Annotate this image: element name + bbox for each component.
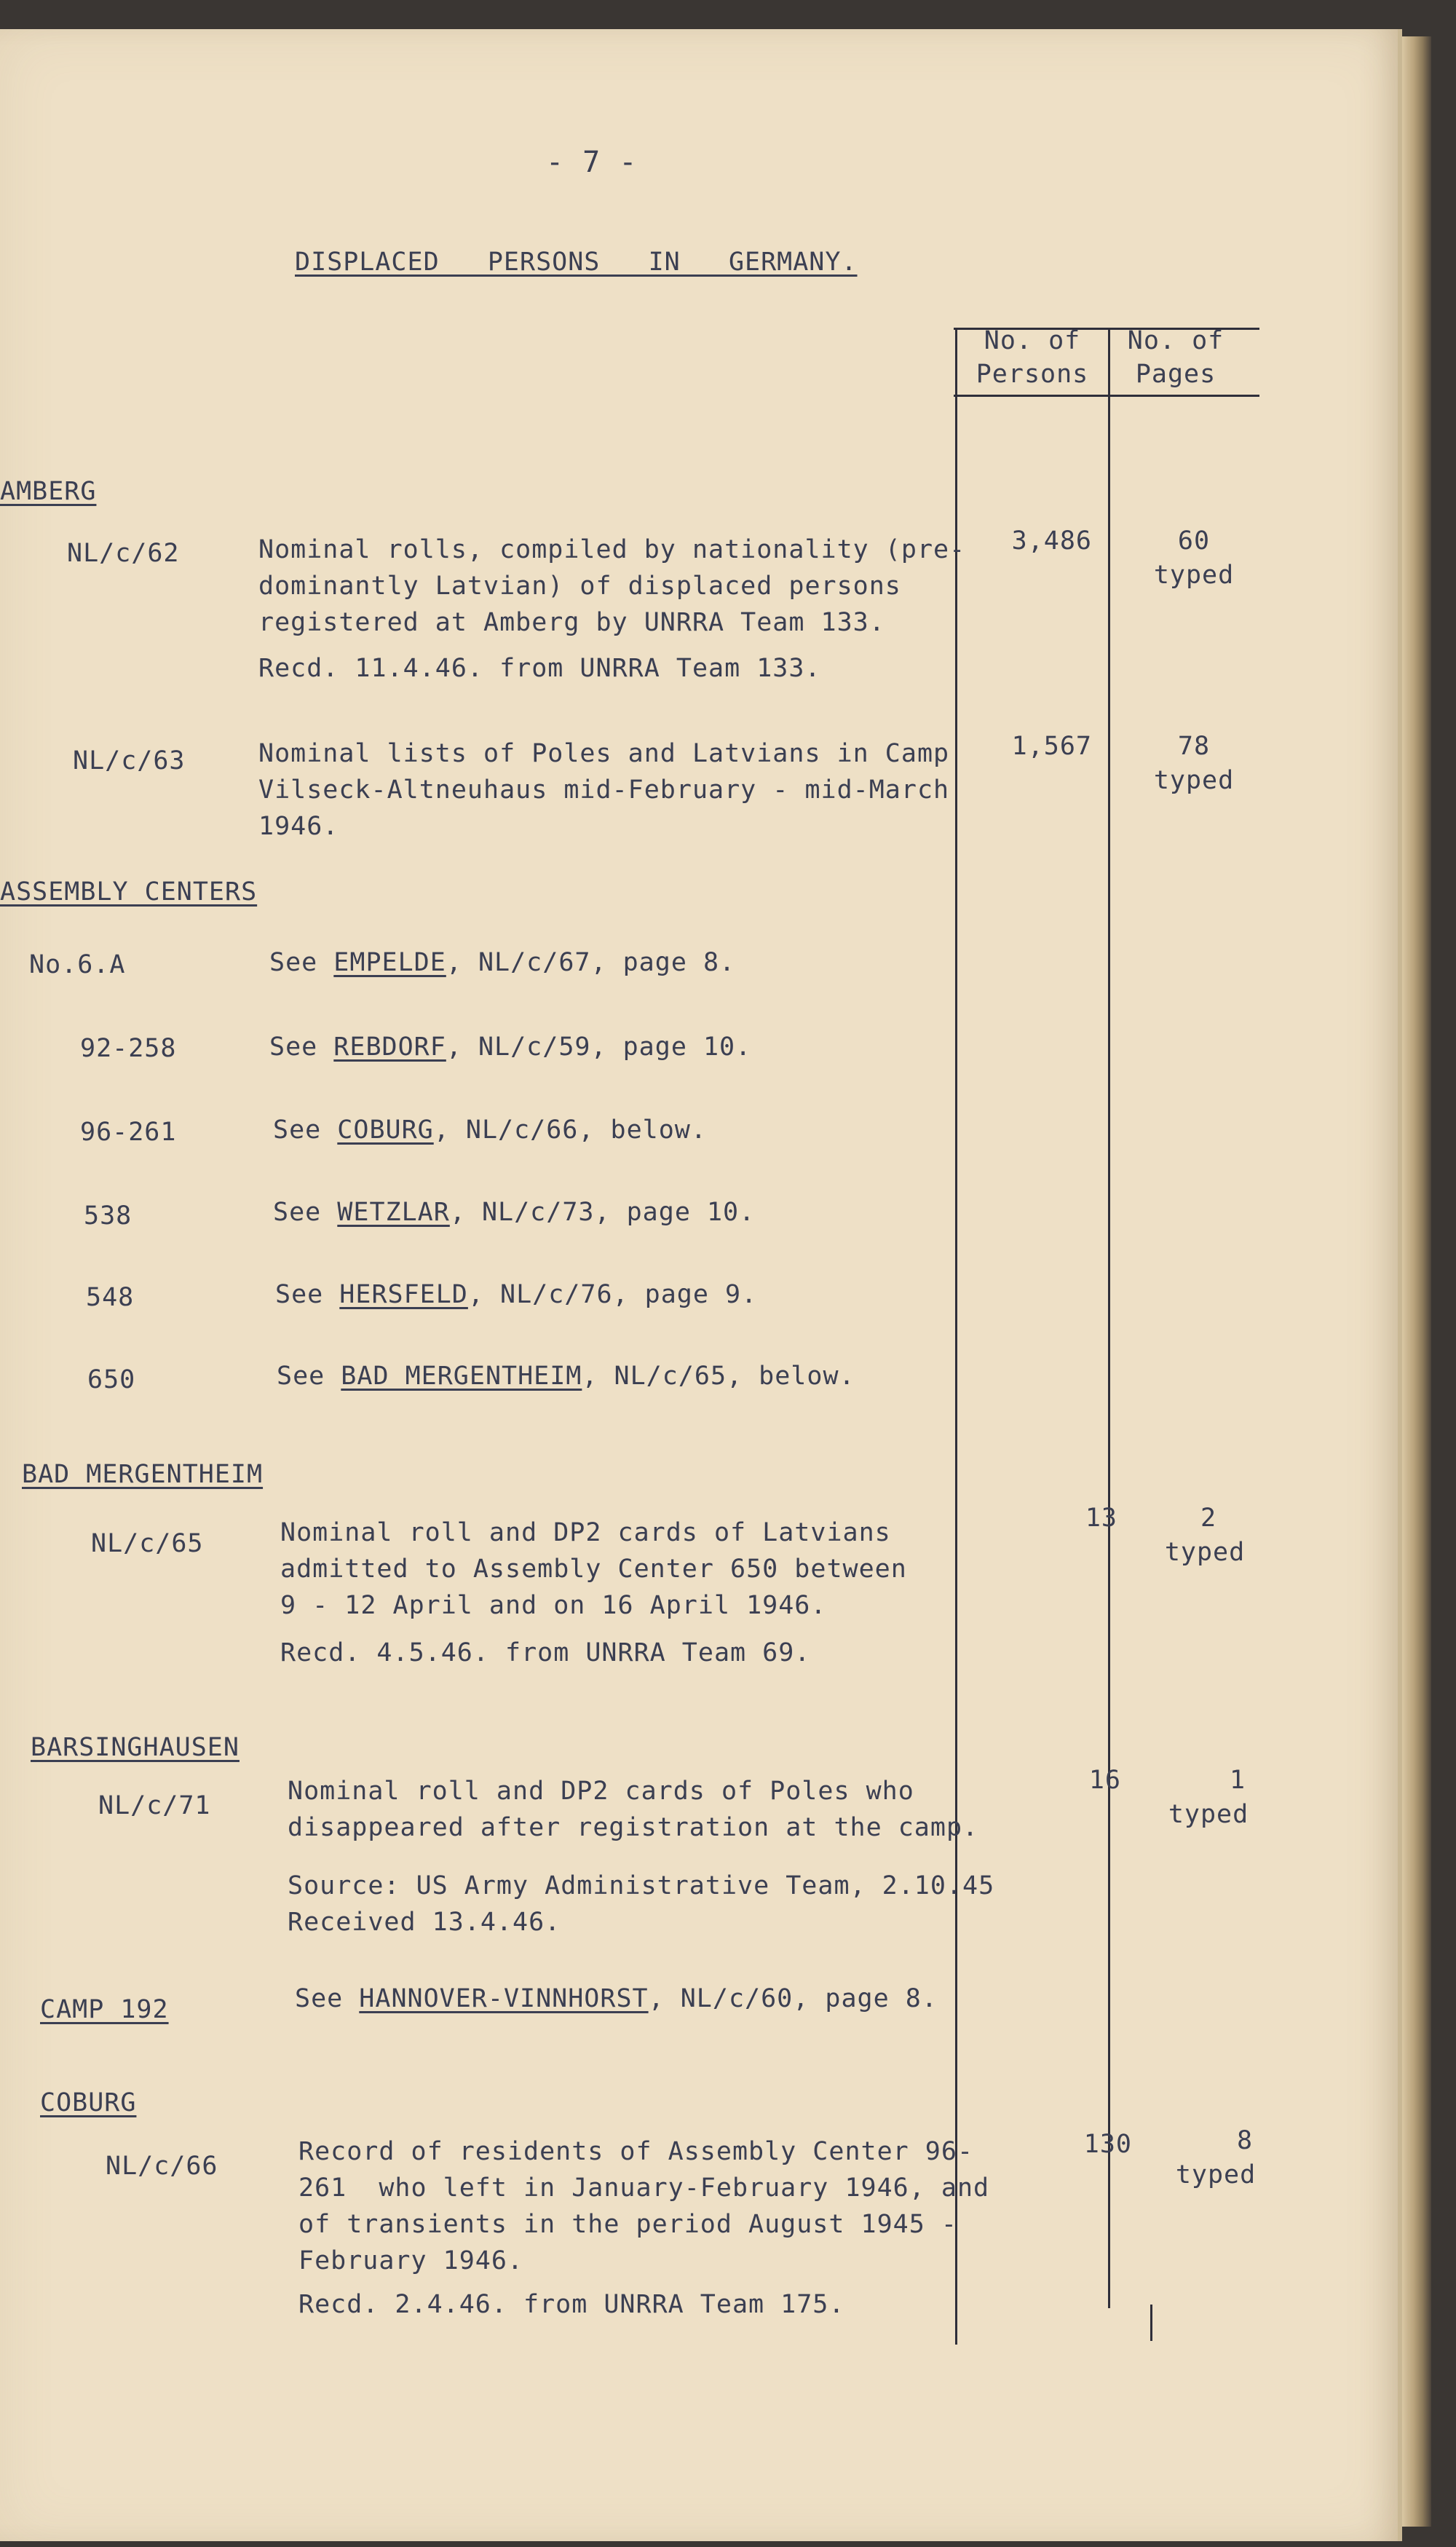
- pages-count: 1: [1229, 1766, 1246, 1795]
- center-ref: 538: [84, 1201, 132, 1231]
- persons-column-header: No. of Persons: [976, 326, 1089, 389]
- place-name: WETZLAR: [337, 1198, 450, 1227]
- center-ref: No.6.A: [29, 950, 126, 979]
- entry-source-note: Source: US Army Administrative Team, 2.10.45 Received 13.4.46.: [288, 1871, 995, 1937]
- entry-ref: NL/c/66: [106, 2152, 218, 2181]
- persons-count: 3,486: [1011, 526, 1092, 556]
- entry-description: Nominal roll and DP2 cards of Latvians admitted to Assembly Center 650 between 9 - 12 April and on 16 April 1946.: [280, 1518, 907, 1620]
- document-page: [0, 29, 1402, 2541]
- place-name: EMPELDE: [333, 948, 446, 977]
- section-heading-coburg: COBURG: [40, 2088, 137, 2117]
- entry-ref: NL/c/63: [73, 746, 186, 775]
- entry-ref: NL/c/65: [91, 1529, 204, 1558]
- pages-type: typed: [1175, 2160, 1257, 2189]
- section-heading-bad-mergentheim: BAD MERGENTHEIM: [22, 1460, 264, 1489]
- section-heading-amberg: AMBERG: [0, 477, 97, 506]
- center-ref: 92-258: [80, 1034, 177, 1063]
- pages-count: 2: [1200, 1504, 1217, 1533]
- see-reference: See HERSFELD, NL/c/76, page 9.: [275, 1280, 758, 1309]
- persons-count: 1,567: [1011, 732, 1092, 761]
- entry-description: Nominal roll and DP2 cards of Poles who disappeared after registration at the camp.: [288, 1777, 979, 1842]
- pages-count: 60: [1177, 526, 1211, 556]
- section-heading-camp-192: CAMP 192: [40, 1995, 169, 2024]
- pages-count: 8: [1236, 2126, 1254, 2155]
- see-reference: See WETZLAR, NL/c/73, page 10.: [273, 1198, 756, 1227]
- persons-count: 130: [1083, 2130, 1132, 2159]
- pages-column-rule: [1108, 328, 1110, 2308]
- entry-description: Nominal lists of Poles and Latvians in Camp Vilseck-Altneuhaus mid-February - mid-March 1946.: [258, 739, 950, 841]
- entry-description: Nominal rolls, compiled by nationality (pre- dominantly Latvian) of displaced persons registered at Amberg by UNRRA Team 133.: [258, 535, 966, 637]
- center-ref: 96-261: [80, 1118, 177, 1147]
- see-reference: See COBURG, NL/c/66, below.: [273, 1115, 707, 1145]
- page-title: DISPLACED PERSONS IN GERMANY.: [295, 248, 858, 277]
- entry-description: Record of residents of Assembly Center 96- 261 who left in January-February 1946, and of transients in the period August 1945 - February 1946.: [298, 2137, 990, 2275]
- persons-count: 16: [1088, 1766, 1121, 1795]
- entry-received-note: Recd. 11.4.46. from UNRRA Team 133.: [258, 654, 821, 683]
- place-name: REBDORF: [333, 1032, 446, 1062]
- place-name: HERSFELD: [339, 1280, 468, 1309]
- see-reference: See HANNOVER-VINNHORST, NL/c/60, page 8.: [295, 1984, 938, 2013]
- place-name: HANNOVER-VINNHORST: [359, 1984, 649, 2013]
- entry-ref: NL/c/62: [67, 539, 180, 568]
- page-number: - 7 -: [546, 146, 638, 179]
- pages-column-rule-tail: [1150, 2305, 1152, 2341]
- pages-count: 78: [1177, 732, 1211, 761]
- center-ref: 548: [86, 1283, 135, 1312]
- section-heading-assembly-centers: ASSEMBLY CENTERS: [0, 877, 258, 907]
- entry-received-note: Recd. 2.4.46. from UNRRA Team 175.: [298, 2290, 845, 2319]
- see-reference: See REBDORF, NL/c/59, page 10.: [269, 1032, 752, 1062]
- place-name: BAD MERGENTHEIM: [341, 1362, 582, 1391]
- see-reference: See EMPELDE, NL/c/67, page 8.: [269, 948, 736, 977]
- pages-column-header: No. of Pages: [1127, 326, 1224, 389]
- entry-ref: NL/c/71: [98, 1791, 211, 1820]
- pages-type: typed: [1168, 1800, 1249, 1829]
- pages-type: typed: [1164, 1538, 1246, 1567]
- place-name: COBURG: [337, 1115, 434, 1145]
- table-header-rule: [954, 395, 1259, 397]
- see-reference: See BAD MERGENTHEIM, NL/c/65, below.: [277, 1362, 855, 1391]
- section-heading-barsinghausen: BARSINGHAUSEN: [31, 1733, 240, 1762]
- entry-received-note: Recd. 4.5.46. from UNRRA Team 69.: [280, 1638, 811, 1667]
- pages-type: typed: [1153, 766, 1235, 795]
- persons-count: 13: [1085, 1504, 1117, 1533]
- pages-type: typed: [1153, 561, 1235, 590]
- page-stack-edge: [1402, 36, 1431, 2527]
- center-ref: 650: [87, 1365, 136, 1394]
